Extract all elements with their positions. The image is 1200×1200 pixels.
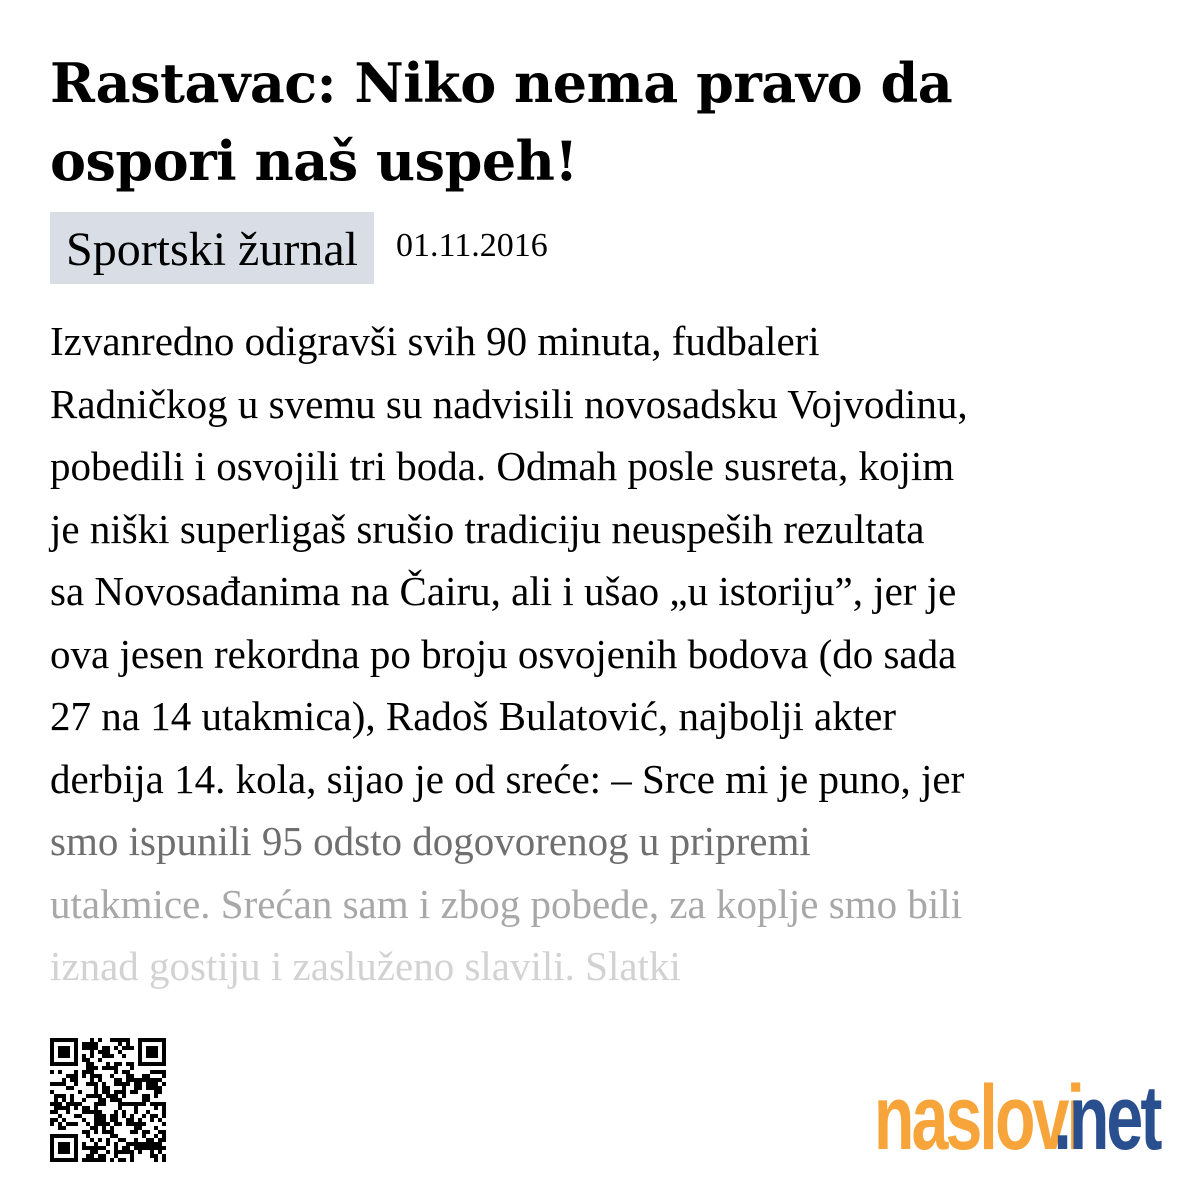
- body-line: je niški superligaš srušio tradiciju neuspeših rezultata: [50, 505, 925, 552]
- article-title-line-2: ospori naš uspeh!: [50, 129, 578, 193]
- body-line: Izvanredno odigravši svih 90 minuta, fudbaleri: [50, 318, 820, 364]
- article-title: [50, 44, 1150, 200]
- body-line: 27 na 14 utakmica), Radoš Bulatović, najbolji akter: [50, 693, 896, 739]
- qr-code-graphic: [50, 1038, 166, 1162]
- publish-date: 01.11.2016: [395, 227, 548, 264]
- article-card: [50, 0, 1160, 1200]
- body-line: ova jesen rekordna po broju osvojenih bodova (do sada: [50, 630, 957, 677]
- logo-text-secondary: .net: [1053, 1067, 1160, 1169]
- body-line: Radničkog u svemu su nadvisili novosadsku Vojvodinu,: [50, 380, 968, 427]
- body-line: sa Novosađanima na Čairu, ali i ušao „u istoriju”, jer je: [50, 568, 957, 614]
- article-body: [50, 310, 1160, 998]
- site-logo: [793, 1068, 1160, 1168]
- source-badge: Sportski žurnal: [50, 212, 374, 284]
- body-line-faded: iznad gostiju i zasluženo slavili. Slatki: [50, 943, 681, 989]
- logo-text-primary: naslovi: [874, 1067, 1083, 1169]
- body-line: pobedili i osvojili tri boda. Odmah posle susreta, kojim: [50, 443, 955, 489]
- article-meta: [50, 212, 548, 284]
- body-line-faded: smo ispunili 95 odsto dogovorenog u pripremi: [50, 818, 811, 864]
- qr-code-icon: [50, 1038, 166, 1162]
- article-title-line-1: Rastavac: Niko nema pravo da: [50, 51, 953, 115]
- body-line: derbija 14. kola, sijao je od sreće: – Srce mi je puno, jer: [50, 755, 965, 802]
- body-line-faded: utakmice. Srećan sam i zbog pobede, za koplje smo bili: [50, 880, 962, 927]
